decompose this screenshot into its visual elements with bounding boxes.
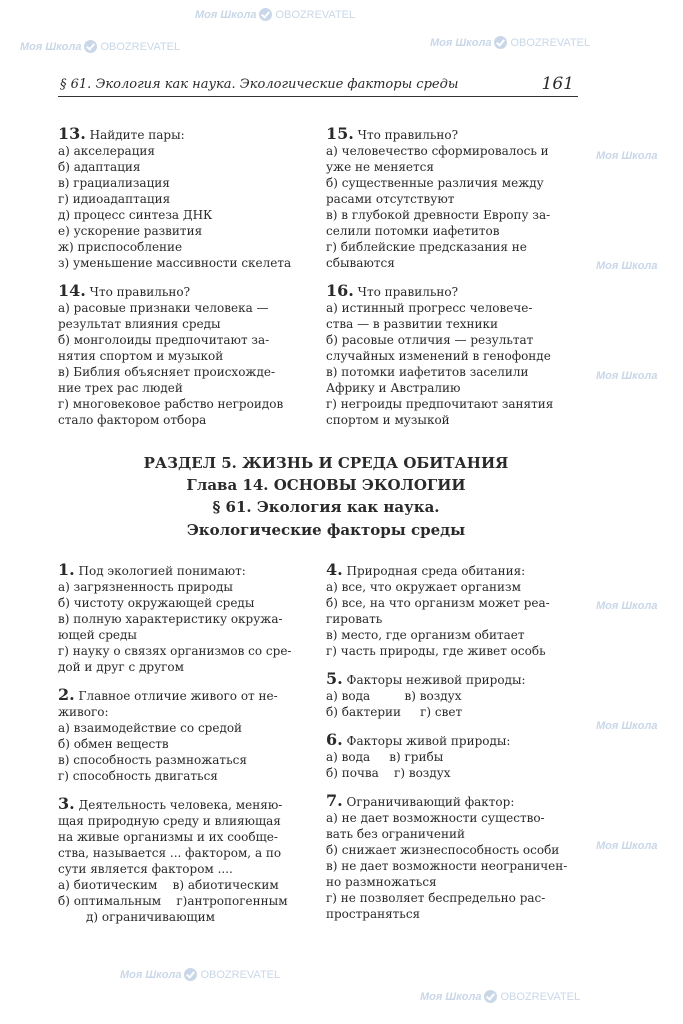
question-heading: [326, 671, 594, 688]
question-prompt: Ограничивающий фактор:: [346, 795, 515, 809]
answer-line: в) потомки иафетитов заселили: [326, 365, 529, 379]
answer-line: б) чистоту окружающей среды: [58, 596, 255, 610]
answer-line: стало фактором отбора: [58, 413, 207, 427]
answer-line: б) бактерии г) свет: [326, 705, 463, 719]
watermark: [20, 40, 180, 53]
question-item: [58, 562, 316, 675]
answer-line: д) процесс синтеза ДНК: [58, 208, 213, 222]
question-item: [58, 796, 316, 925]
answer-line: а) не дает возможности существо-: [326, 811, 545, 825]
question-prompt: Что правильно?: [357, 128, 459, 142]
question-prompt: Что правильно?: [357, 285, 459, 299]
answer-line: результат влияния среды: [58, 317, 221, 331]
answer-line: б) почва г) воздух: [326, 766, 451, 780]
question-number: 3.: [58, 796, 75, 813]
question-heading: [58, 562, 316, 579]
watermark: [596, 150, 657, 162]
answer-line: в) полную характеристику окружа-: [58, 612, 283, 626]
answer-line: е) ускорение развития: [58, 224, 203, 238]
watermark-brand: Моя Школа: [596, 720, 658, 732]
answer-line: в) Библия объясняет происхожде-: [58, 365, 275, 379]
answer-line: б) адаптация: [58, 160, 141, 174]
answer-line: но размножаться: [326, 875, 437, 889]
watermark: [596, 720, 657, 732]
watermark-brand: Моя Школа: [596, 370, 658, 382]
question-item: [58, 283, 316, 428]
answer-line: г) не позволяет беспредельно рас-: [326, 891, 546, 905]
question-item: [326, 562, 594, 659]
answer-line: ства, называется ... фактором, а по: [58, 846, 282, 860]
watermark: [596, 600, 657, 612]
question-item: [326, 732, 594, 781]
question-heading: [326, 793, 594, 810]
bottom-left-column: [58, 562, 316, 937]
top-right-column: [326, 126, 594, 440]
answer-line: а) истинный прогресс человече-: [326, 301, 533, 315]
question-prompt: Факторы живой природы:: [346, 734, 511, 748]
answer-line: а) вода в) воздух: [326, 689, 462, 703]
answer-line: вать без ограничений: [326, 827, 465, 841]
answer-line: г) часть природы, где живет особь: [326, 644, 546, 658]
top-left-column: [58, 126, 316, 440]
answer-line: а) акселерация: [58, 144, 155, 158]
question-item: [326, 283, 594, 428]
watermark-brand: Моя Школа: [596, 840, 658, 852]
answer-line: селили потомки иафетитов: [326, 224, 500, 238]
watermark-brand: Моя Школа: [195, 8, 257, 21]
watermark-brand: Моя Школа: [596, 260, 658, 272]
watermark-brand-secondary: OBOZREVATEL: [200, 968, 281, 981]
answer-line: в) грациализация: [58, 176, 170, 190]
watermark-brand-secondary: OBOZREVATEL: [500, 990, 581, 1003]
question-number: 1.: [58, 562, 75, 579]
answer-line: ж) приспособление: [58, 240, 183, 254]
question-item: [58, 126, 316, 271]
answer-line: б) обмен веществ: [58, 737, 169, 751]
question-prompt: Что правильно?: [89, 285, 191, 299]
answer-line: случайных изменений в генофонде: [326, 349, 551, 363]
answer-line: сути является фактором ....: [58, 862, 233, 876]
question-number: 6.: [326, 732, 343, 749]
answer-line: з) уменьшение массивности скелета: [58, 256, 292, 270]
question-number: 15.: [326, 126, 354, 143]
watermark: [120, 968, 280, 981]
answer-line: а) биотическим в) абиотическим: [58, 878, 279, 892]
answer-line: Африку и Австралию: [326, 381, 461, 395]
answer-line: на живые организмы и их сообще-: [58, 830, 278, 844]
question-number: 4.: [326, 562, 343, 579]
answer-line: ющей среды: [58, 628, 137, 642]
question-number: 7.: [326, 793, 343, 810]
watermark-brand: Моя Школа: [596, 150, 658, 162]
answer-line: а) взаимодействие со средой: [58, 721, 243, 735]
answer-line: ние трех рас людей: [58, 381, 183, 395]
answer-line: нятия спортом и музыкой: [58, 349, 224, 363]
watermark: [596, 260, 657, 272]
watermark: [430, 36, 590, 49]
answer-line: в) способность размножаться: [58, 753, 247, 767]
answer-line: дой и друг с другом: [58, 660, 184, 674]
watermark-brand: Моя Школа: [20, 40, 82, 53]
answer-line: сбываются: [326, 256, 395, 270]
question-number: 5.: [326, 671, 343, 688]
watermark-logo-icon: [494, 36, 507, 49]
question-item: [326, 126, 594, 271]
answer-line: щая природную среду и влияющая: [58, 814, 281, 828]
question-heading: [58, 283, 316, 300]
answer-line: г) многовековое рабство негроидов: [58, 397, 284, 411]
answer-line: а) все, что окружает организм: [326, 580, 521, 594]
question-prompt: Главное отличие живого от не-: [78, 689, 278, 703]
section-title: РАЗДЕЛ 5. ЖИЗНЬ И СРЕДА ОБИТАНИЯ: [143, 454, 509, 472]
question-number: 16.: [326, 283, 354, 300]
answer-line: б) существенные различия между: [326, 176, 544, 190]
answer-line: д) ограничивающим: [86, 910, 216, 924]
answer-line: б) все, на что организм может реа-: [326, 596, 550, 610]
watermark-logo-icon: [484, 990, 497, 1003]
page-number: 161: [541, 74, 574, 94]
answer-line: пространяться: [326, 907, 421, 921]
watermark: [420, 990, 580, 1003]
question-heading: [58, 687, 316, 704]
bottom-right-column: [326, 562, 594, 934]
answer-line: а) человечество сформировалось и: [326, 144, 549, 158]
question-number: 14.: [58, 283, 86, 300]
question-prompt: Найдите пары:: [89, 128, 185, 142]
question-item: [58, 687, 316, 784]
watermark: [195, 8, 355, 21]
watermark-logo-icon: [259, 8, 272, 21]
question-heading: [58, 796, 316, 813]
answer-line: а) расовые признаки человека —: [58, 301, 269, 315]
question-heading: [326, 732, 594, 749]
question-number: 2.: [58, 687, 75, 704]
answer-line: б) снижает жизнеспособность особи: [326, 843, 560, 857]
watermark-brand-secondary: OBOZREVATEL: [510, 36, 591, 49]
watermark-brand: Моя Школа: [430, 36, 492, 49]
answer-line: гировать: [326, 612, 383, 626]
watermark-logo-icon: [184, 968, 197, 981]
question-prompt: Под экологией понимают:: [78, 564, 246, 578]
answer-line: ства — в развитии техники: [326, 317, 499, 331]
answer-line: г) негроиды предпочитают занятия: [326, 397, 554, 411]
answer-line: уже не меняется: [326, 160, 434, 174]
question-number: 13.: [58, 126, 86, 143]
answer-line: б) монголоиды предпочитают за-: [58, 333, 270, 347]
watermark-brand: Моя Школа: [420, 990, 482, 1003]
answer-line: б) оптимальным г)антропогенным: [58, 894, 288, 908]
watermark-brand: Моя Школа: [120, 968, 182, 981]
question-heading: [58, 126, 316, 143]
question-prompt: Деятельность человека, меняю-: [78, 798, 283, 812]
watermark: [596, 840, 657, 852]
paragraph-title: § 61. Экология как наука.: [212, 498, 440, 516]
section-titles: [58, 452, 594, 542]
watermark-logo-icon: [84, 40, 97, 53]
chapter-title: Глава 14. ОСНОВЫ ЭКОЛОГИИ: [186, 476, 466, 494]
question-item: [326, 793, 594, 922]
answer-line: спортом и музыкой: [326, 413, 450, 427]
watermark: [596, 370, 657, 382]
question-prompt: Факторы неживой природы:: [346, 673, 526, 687]
running-header: [58, 74, 578, 97]
answer-line: г) идиоадаптация: [58, 192, 171, 206]
question-prompt: Природная среда обитания:: [346, 564, 526, 578]
answer-line: в) в глубокой древности Европу за-: [326, 208, 551, 222]
answer-line: а) загрязненность природы: [58, 580, 233, 594]
answer-line: г) способность двигаться: [58, 769, 218, 783]
question-heading: [326, 283, 594, 300]
answer-line: а) вода в) грибы: [326, 750, 444, 764]
answer-line: б) расовые отличия — результат: [326, 333, 534, 347]
watermark-brand: Моя Школа: [596, 600, 658, 612]
answer-line: расами отсутствуют: [326, 192, 455, 206]
answer-line: г) науку о связях организмов со сре-: [58, 644, 292, 658]
question-heading: [326, 126, 594, 143]
watermark-brand-secondary: OBOZREVATEL: [275, 8, 356, 21]
running-title: § 61. Экология как наука. Экологические факторы среды: [60, 77, 459, 92]
paragraph-subtitle: Экологические факторы среды: [186, 521, 466, 539]
answer-line: живого:: [58, 705, 109, 719]
answer-line: в) не дает возможности неограничен-: [326, 859, 568, 873]
answer-line: г) библейские предсказания не: [326, 240, 527, 254]
answer-line: в) место, где организм обитает: [326, 628, 525, 642]
question-item: [326, 671, 594, 720]
question-heading: [326, 562, 594, 579]
watermark-brand-secondary: OBOZREVATEL: [100, 40, 181, 53]
